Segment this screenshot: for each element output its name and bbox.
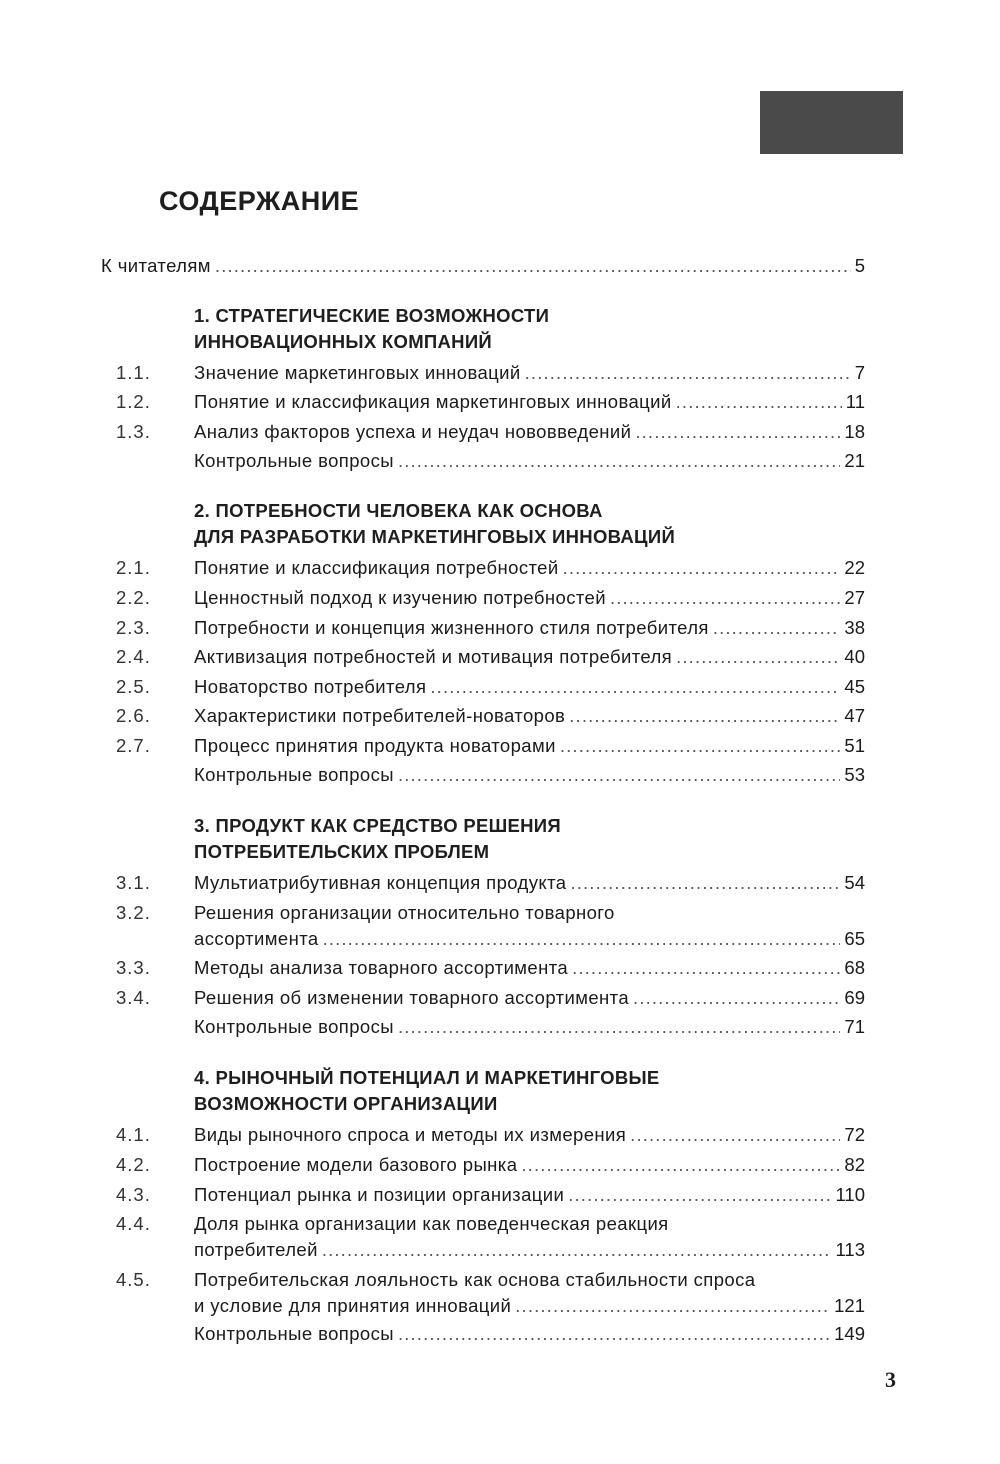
- toc-entry-2-questions[interactable]: [194, 764, 865, 786]
- toc-entry-text: Потребительская лояльность как основа стабильности спроса: [194, 1269, 756, 1290]
- toc-entry-2-1[interactable]: [116, 557, 865, 579]
- toc-entry-page: 82: [844, 1154, 865, 1175]
- toc-entry-page: 27: [844, 587, 865, 608]
- toc-entry-number: 2.4.: [116, 646, 151, 667]
- chapter-4-title[interactable]: [194, 1065, 660, 1117]
- toc-entry-4-5-line2[interactable]: [194, 1295, 865, 1317]
- toc-entry-page: 51: [844, 735, 865, 756]
- toc-entry-text: К читателям: [101, 255, 211, 276]
- page-title: СОДЕРЖАНИЕ: [159, 186, 360, 216]
- chapter-marker-block: [760, 91, 903, 154]
- toc-entry-page: 11: [845, 391, 865, 412]
- chapter-title-line: ПОТРЕБИТЕЛЬСКИХ ПРОБЛЕМ: [194, 841, 490, 862]
- toc-entry-number: 3.1.: [116, 872, 151, 893]
- leader-dots: [568, 1184, 831, 1206]
- toc-entry-text: Контрольные вопросы: [194, 764, 394, 785]
- toc-entry-page: 110: [835, 1184, 865, 1205]
- toc-entry-text: Решения организации относительно товарного: [194, 902, 615, 923]
- toc-entry-text: Мультиатрибутивная концепция продукта: [194, 872, 567, 893]
- toc-entry-page: 47: [844, 705, 865, 726]
- toc-entry-page: 149: [834, 1323, 865, 1344]
- toc-entry-4-4-line1[interactable]: [116, 1213, 669, 1235]
- toc-entry-text: Контрольные вопросы: [194, 1323, 394, 1344]
- toc-entry-number: 3.3.: [116, 957, 151, 978]
- toc-entry-text: Построение модели базового рынка: [194, 1154, 518, 1175]
- toc-entry-number: 4.5.: [116, 1269, 151, 1290]
- toc-entry-text: Решения об изменении товарного ассортимента: [194, 987, 630, 1008]
- toc-entry-number: 1.1.: [116, 362, 151, 383]
- toc-entry-number: 1.2.: [116, 391, 151, 412]
- leader-dots: [610, 587, 840, 609]
- toc-entry-number: 4.4.: [116, 1213, 151, 1234]
- toc-entry-4-3[interactable]: [116, 1184, 865, 1206]
- toc-entry-text: Методы анализа товарного ассортимента: [194, 957, 569, 978]
- toc-entry-text: потребителей: [194, 1239, 318, 1260]
- toc-entry-text: Потребности и концепция жизненного стиля потребителя: [194, 617, 709, 638]
- toc-entry-2-5[interactable]: [116, 676, 865, 698]
- leader-dots: [569, 705, 840, 727]
- toc-entry-1-1[interactable]: [116, 362, 865, 384]
- toc-entry-1-2[interactable]: [116, 391, 865, 413]
- toc-entry-2-6[interactable]: [116, 705, 865, 727]
- toc-entry-page: 21: [844, 450, 865, 471]
- toc-entry-page: 113: [835, 1239, 865, 1260]
- toc-entry-page: 22: [844, 557, 865, 578]
- toc-entry-page: 71: [844, 1016, 865, 1037]
- toc-entry-4-4-line2[interactable]: [194, 1239, 865, 1261]
- toc-entry-page: 40: [844, 646, 865, 667]
- chapter-1-title[interactable]: [194, 303, 549, 355]
- leader-dots: [572, 957, 840, 979]
- toc-entry-number: 3.2.: [116, 902, 151, 923]
- toc-entry-4-questions[interactable]: [194, 1323, 865, 1345]
- toc-entry-text: Потенциал рынка и позиции организации: [194, 1184, 565, 1205]
- leader-dots: [713, 617, 841, 639]
- toc-entry-page: 7: [854, 362, 865, 383]
- leader-dots: [633, 987, 840, 1009]
- leader-dots: [515, 1295, 830, 1317]
- toc-entry-3-2-line2[interactable]: [194, 928, 865, 950]
- leader-dots: [635, 421, 840, 443]
- chapter-title-line: 4. РЫНОЧНЫЙ ПОТЕНЦИАЛ И МАРКЕТИНГОВЫЕ: [194, 1067, 660, 1088]
- toc-entry-preface[interactable]: [101, 255, 865, 277]
- leader-dots: [323, 928, 841, 950]
- toc-entry-number: 2.7.: [116, 735, 151, 756]
- toc-entry-3-questions[interactable]: [194, 1016, 865, 1038]
- leader-dots: [322, 1239, 832, 1261]
- toc-entry-3-3[interactable]: [116, 957, 865, 979]
- chapter-title-line: 2. ПОТРЕБНОСТИ ЧЕЛОВЕКА КАК ОСНОВА: [194, 500, 603, 521]
- toc-entry-text: и условие для принятия инноваций: [194, 1295, 512, 1316]
- leader-dots: [630, 1124, 840, 1146]
- toc-entry-2-7[interactable]: [116, 735, 865, 757]
- chapter-2-title[interactable]: [194, 498, 675, 550]
- chapter-3-title[interactable]: [194, 813, 561, 865]
- leader-dots: [398, 1016, 840, 1038]
- toc-entry-2-3[interactable]: [116, 617, 865, 639]
- toc-entry-page: 68: [844, 957, 865, 978]
- toc-entry-page: 5: [854, 255, 865, 276]
- toc-entry-text: Ценностный подход к изучению потребностей: [194, 587, 606, 608]
- toc-entry-page: 121: [834, 1295, 865, 1316]
- toc-entry-page: 53: [844, 764, 865, 785]
- leader-dots: [521, 1154, 840, 1176]
- toc-entry-3-4[interactable]: [116, 987, 865, 1009]
- toc-entry-text: Анализ факторов успеха и неудач нововведений: [194, 421, 632, 442]
- toc-entry-page: 72: [844, 1124, 865, 1145]
- toc-entry-text: ассортимента: [194, 928, 319, 949]
- toc-entry-page: 18: [844, 421, 865, 442]
- toc-entry-2-4[interactable]: [116, 646, 865, 668]
- toc-entry-3-1[interactable]: [116, 872, 865, 894]
- toc-entry-text: Понятие и классификация маркетинговых инноваций: [194, 391, 672, 412]
- leader-dots: [525, 362, 851, 384]
- toc-entry-1-questions[interactable]: [194, 450, 865, 472]
- toc-entry-text: Активизация потребностей и мотивация потребителя: [194, 646, 673, 667]
- leader-dots: [560, 735, 841, 757]
- toc-entry-2-2[interactable]: [116, 587, 865, 609]
- toc-entry-page: 38: [844, 617, 865, 638]
- toc-entry-text: Новаторство потребителя: [194, 676, 427, 697]
- toc-entry-number: 4.1.: [116, 1124, 151, 1145]
- toc-entry-page: 45: [844, 676, 865, 697]
- leader-dots: [676, 646, 840, 668]
- toc-entry-4-2[interactable]: [116, 1154, 865, 1176]
- toc-entry-number: 1.3.: [116, 421, 151, 442]
- leader-dots: [570, 872, 840, 894]
- chapter-title-line: ДЛЯ РАЗРАБОТКИ МАРКЕТИНГОВЫХ ИННОВАЦИЙ: [194, 526, 676, 547]
- toc-entry-page: 65: [844, 928, 865, 949]
- leader-dots: [398, 450, 840, 472]
- toc-entry-number: 4.3.: [116, 1184, 151, 1205]
- chapter-title-line: 3. ПРОДУКТ КАК СРЕДСТВО РЕШЕНИЯ: [194, 815, 562, 836]
- chapter-title-line: ИННОВАЦИОННЫХ КОМПАНИЙ: [194, 331, 493, 352]
- toc-entry-text: Контрольные вопросы: [194, 1016, 394, 1037]
- toc-entry-number: 2.1.: [116, 557, 151, 578]
- toc-entry-number: 2.2.: [116, 587, 151, 608]
- toc-entry-text: Контрольные вопросы: [194, 450, 394, 471]
- chapter-title-line: 1. СТРАТЕГИЧЕСКИЕ ВОЗМОЖНОСТИ: [194, 305, 550, 326]
- toc-entry-4-1[interactable]: [116, 1124, 865, 1146]
- toc-entry-number: 2.3.: [116, 617, 151, 638]
- toc-entry-text: Виды рыночного спроса и методы их измерения: [194, 1124, 627, 1145]
- leader-dots: [676, 391, 842, 413]
- toc-entry-4-5-line1[interactable]: [116, 1269, 756, 1291]
- toc-entry-number: 3.4.: [116, 987, 151, 1008]
- leader-dots: [398, 764, 840, 786]
- toc-entry-page: 69: [844, 987, 865, 1008]
- toc-entry-number: 2.6.: [116, 705, 151, 726]
- toc-entry-text: Характеристики потребителей-новаторов: [194, 705, 566, 726]
- toc-entry-number: 4.2.: [116, 1154, 151, 1175]
- toc-entry-text: Процесс принятия продукта новаторами: [194, 735, 556, 756]
- toc-entry-number: 2.5.: [116, 676, 151, 697]
- toc-entry-text: Доля рынка организации как поведенческая реакция: [194, 1213, 669, 1234]
- toc-entry-1-3[interactable]: [116, 421, 865, 443]
- toc-entry-3-2-line1[interactable]: [116, 902, 615, 924]
- toc-entry-text: Понятие и классификация потребностей: [194, 557, 559, 578]
- leader-dots: [398, 1323, 830, 1345]
- leader-dots: [563, 557, 841, 579]
- page-number: 3: [885, 1367, 896, 1392]
- leader-dots: [215, 255, 851, 277]
- toc-entry-page: 54: [844, 872, 865, 893]
- toc-entry-text: Значение маркетинговых инноваций: [194, 362, 521, 383]
- leader-dots: [430, 676, 840, 698]
- chapter-title-line: ВОЗМОЖНОСТИ ОРГАНИЗАЦИИ: [194, 1093, 498, 1114]
